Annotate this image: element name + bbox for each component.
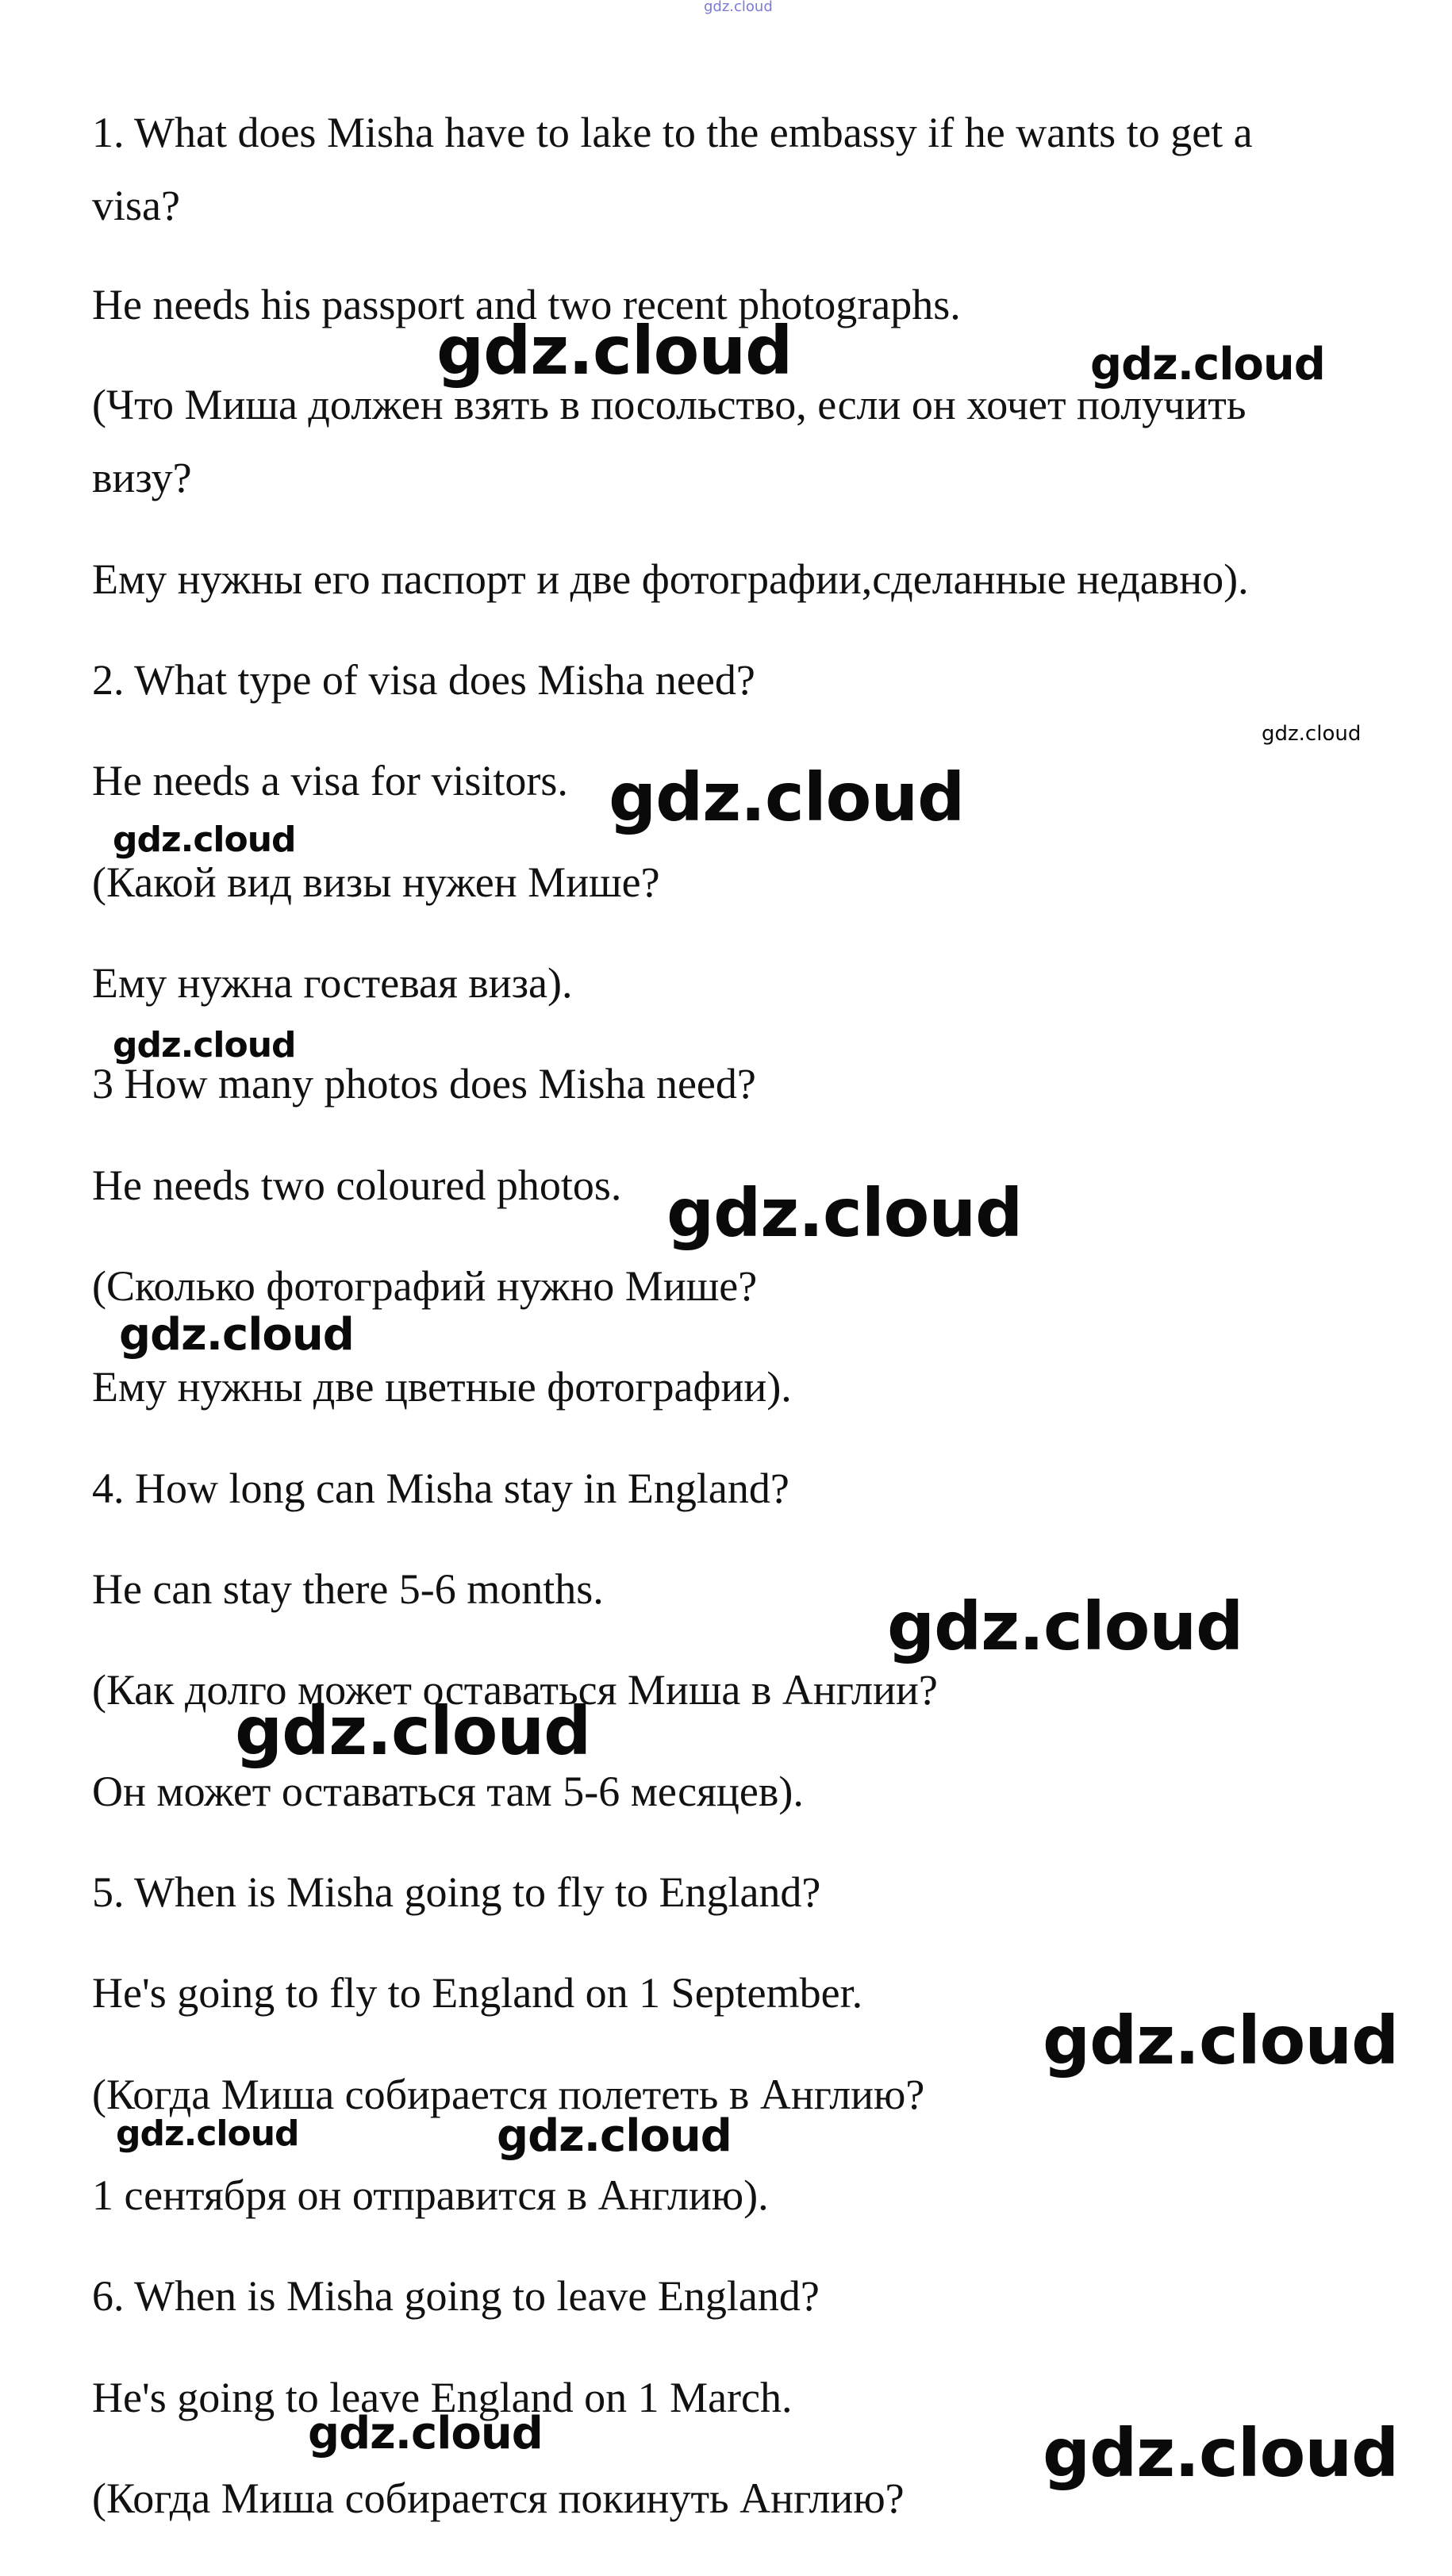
- watermark: gdz.cloud: [1043, 2414, 1399, 2492]
- question-6: 6. When is Misha going to leave England?: [92, 2272, 820, 2320]
- question-5: 5. When is Misha going to fly to England?: [92, 1868, 821, 1916]
- answer-4: He can stay there 5-6 months.: [92, 1565, 604, 1613]
- question-3: 3 How many photos does Misha need?: [92, 1060, 756, 1108]
- question-1-line-1: 1. What does Misha have to lake to the embassy if he wants to get a: [92, 109, 1253, 156]
- answer-6: He's going to leave England on 1 March.: [92, 2374, 793, 2421]
- question-4: 4. How long can Misha stay in England?: [92, 1465, 789, 1512]
- translation-1-line-1: (Что Миша должен взять в посольство, если он хочет получить: [92, 381, 1246, 428]
- watermark: gdz.cloud: [436, 312, 793, 390]
- watermark: gdz.cloud: [116, 2113, 299, 2154]
- watermark: gdz.cloud: [1090, 339, 1325, 390]
- translation-answer-1: Ему нужны его паспорт и две фотографии,сделанные недавно).: [92, 555, 1249, 603]
- translation-answer-2: Ему нужна гостевая виза).: [92, 959, 573, 1007]
- watermark: gdz.cloud: [1262, 722, 1362, 746]
- watermark: gdz.cloud: [113, 820, 296, 860]
- translation-6: (Когда Миша собирается покинуть Англию?: [92, 2474, 905, 2522]
- question-1-line-2: visa?: [92, 182, 180, 229]
- answer-5: He's going to fly to England on 1 September.: [92, 1969, 863, 2017]
- translation-4: (Как долго может оставаться Миша в Англии?: [92, 1666, 938, 1714]
- answer-3: He needs two coloured photos.: [92, 1161, 622, 1209]
- watermark: gdz.cloud: [235, 1692, 591, 1770]
- watermark: gdz.cloud: [609, 758, 965, 836]
- translation-3: (Сколько фотографий нужно Мише?: [92, 1262, 758, 1310]
- watermark: gdz.cloud: [113, 1025, 296, 1065]
- watermark: gdz.cloud: [666, 1174, 1023, 1252]
- translation-5: (Когда Миша собирается полететь в Англию?: [92, 2071, 925, 2118]
- translation-1-line-2: визу?: [92, 454, 192, 501]
- translation-answer-5: 1 сентября он отправится в Англию).: [92, 2171, 769, 2219]
- translation-2: (Какой вид визы нужен Мише?: [92, 858, 660, 906]
- watermark: gdz.cloud: [119, 1309, 354, 1361]
- translation-answer-4: Он может оставаться там 5-6 месяцев).: [92, 1768, 804, 1815]
- answer-1: He needs his passport and two recent photographs.: [92, 281, 961, 328]
- watermark: gdz.cloud: [887, 1587, 1243, 1665]
- answer-2: He needs a visa for visitors.: [92, 757, 568, 804]
- translation-answer-3: Ему нужны две цветные фотографии).: [92, 1363, 792, 1411]
- watermark: gdz.cloud: [1043, 2002, 1399, 2079]
- question-2: 2. What type of visa does Misha need?: [92, 656, 755, 704]
- watermark: gdz.cloud: [308, 2408, 543, 2459]
- watermark-top: gdz.cloud: [704, 0, 773, 15]
- watermark: gdz.cloud: [497, 2110, 732, 2162]
